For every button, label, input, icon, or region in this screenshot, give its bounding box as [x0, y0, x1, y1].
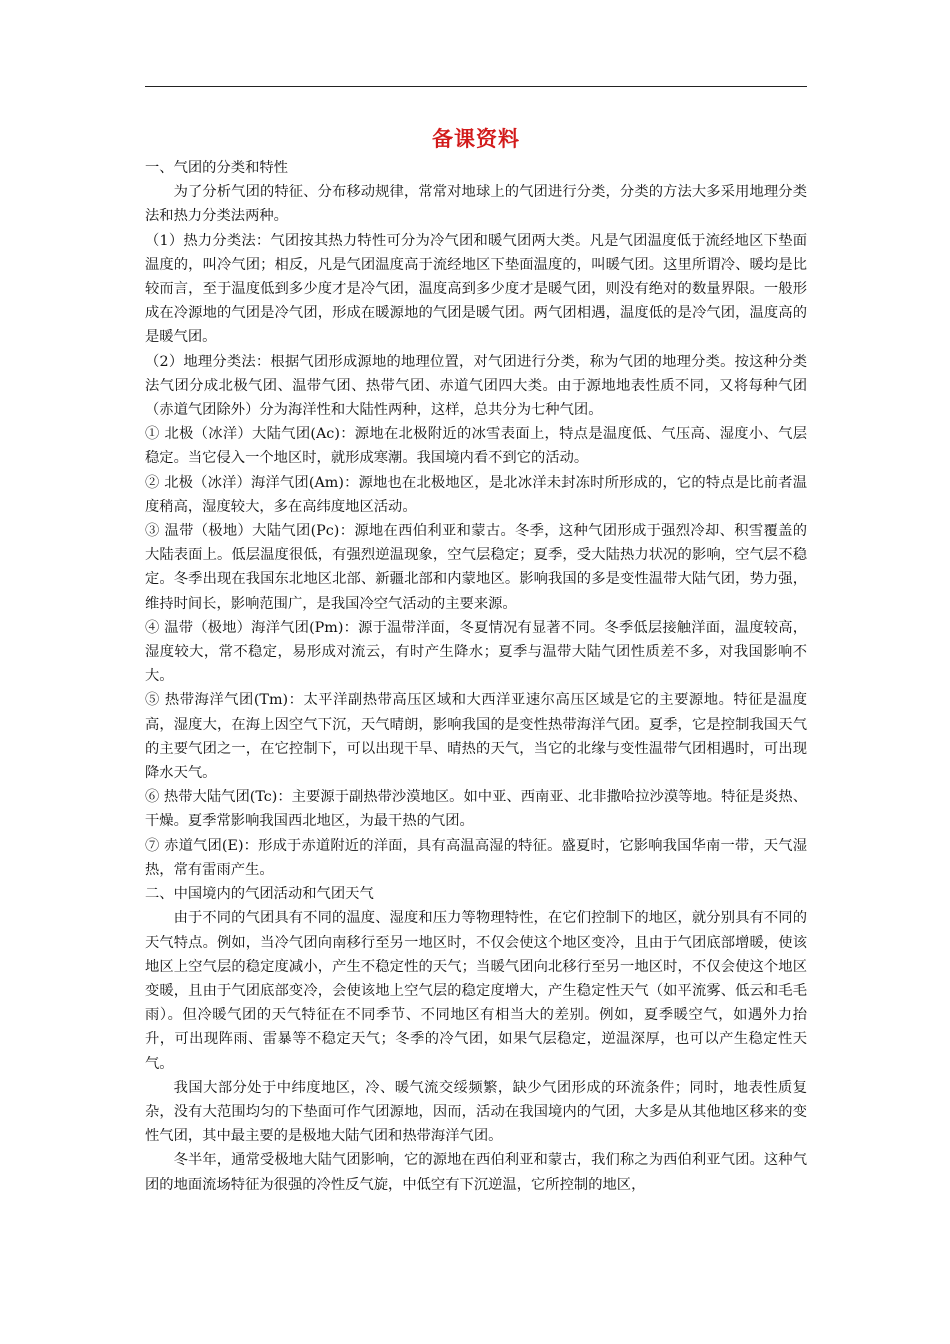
document-page	[145, 0, 807, 1344]
paragraph: ① 北极（冰洋）大陆气团(Ac)：源地在北极附近的冰雪表面上，特点是温度低、气压高、湿度小、气层稳定。当它侵入一个地区时，就形成寒潮。我国境内看不到它的活动。	[145, 426, 807, 467]
paragraph: 我国大部分处于中纬度地区，冷、暖气流交绥频繁，缺少气团形成的环流条件；同时，地表性质复杂，没有大范围均匀的下垫面可作气团源地，因而，活动在我国境内的气团，大多是从其他地区移来的变性气团，其中最主要的是极地大陆气团和热带海洋气团。	[145, 1079, 807, 1145]
paragraph: 为了分析气团的特征、分布移动规律，常常对地球上的气团进行分类，分类的方法大多采用地理分类法和热力分类法两种。	[145, 184, 807, 225]
paragraph: ⑥ 热带大陆气团(Tc)：主要源于副热带沙漠地区。如中亚、西南亚、北非撒哈拉沙漠等地。特征是炎热、干燥。夏季常影响我国西北地区，为最干热的气团。	[145, 789, 807, 830]
document-title: 备课资料	[432, 126, 520, 151]
paragraph: ② 北极（冰洋）海洋气团(Am)：源地也在北极地区，是北冰洋未封冻时所形成的，它的特点是比前者温度稍高，湿度较大，多在高纬度地区活动。	[145, 474, 807, 515]
paragraph: ⑤ 热带海洋气团(Tm)：太平洋副热带高压区域和大西洋亚速尔高压区域是它的主要源地。特征是温度高，湿度大，在海上因空气下沉，天气晴朗，影响我国的是变性热带海洋气团。夏季，它是控制我国天气的主要气团之一，在它控制下，可以出现干旱、晴热的天气，当它的北缘与变性温带气团相遇时，可出现降水天气。	[145, 692, 807, 782]
paragraph: ④ 温带（极地）海洋气团(Pm)：源于温带洋面，冬夏情况有显著不同。冬季低层接触洋面，温度较高，湿度较大，常不稳定，易形成对流云，有时产生降水；夏季与温带大陆气团性质差不多，对我国影响不大。	[145, 619, 807, 685]
paragraph: （1）热力分类法：气团按其热力特性可分为冷气团和暖气团两大类。凡是气团温度低于流经地区下垫面温度的，叫冷气团；相反，凡是气团温度高于流经地区下垫面温度的，叫暖气团。这里所谓冷、暖均是比较而言，至于温度低到多少度才是冷气团，温度高到多少度才是暖气团，则没有绝对的数量界限。一般形成在冷源地的气团是冷气团，形成在暖源地的气团是暖气团。两气团相遇，温度低的是冷气团，温度高的是暖气团。	[145, 232, 807, 346]
paragraph: 二、中国境内的气团活动和气团天气	[145, 886, 374, 903]
header-rule	[145, 86, 807, 87]
paragraph: ⑦ 赤道气团(E)：形成于赤道附近的洋面，具有高温高湿的特征。盛夏时，它影响我国华南一带，天气湿热，常有雷雨产生。	[145, 837, 807, 878]
paragraph: 冬半年，通常受极地大陆气团影响，它的源地在西伯利亚和蒙古，我们称之为西伯利亚气团。这种气团的地面流场特征为很强的冷性反气旋，中低空有下沉逆温，它所控制的地区，	[145, 1152, 807, 1193]
paragraph: 一、气团的分类和特性	[145, 160, 288, 176]
document-body	[145, 124, 807, 1197]
paragraph: 由于不同的气团具有不同的温度、湿度和压力等物理特性，在它们控制下的地区，就分别具有不同的天气特点。例如，当冷气团向南移行至另一地区时，不仅会使这个地区变冷，且由于气团底部增暖，使该地区上空气层的稳定度减小，产生不稳定性的天气；当暖气团向北移行至另一地区时，不仅会使这个地区变暖，且由于气团底部变冷，会使该地上空气层的稳定度增大，产生稳定性天气（如平流雾、低云和毛毛雨）。但冷暖气团的天气特征在不同季节、不同地区有相当大的差别。例如，夏季暖空气，如遇外力抬升，可出现阵雨、雷暴等不稳定天气；冬季的冷气团，如果气层稳定，逆温深厚，也可以产生稳定性天气。	[145, 910, 807, 1072]
paragraph: ③ 温带（极地）大陆气团(Pc)：源地在西伯利亚和蒙古。冬季，这种气团形成于强烈冷却、积雪覆盖的大陆表面上。低层温度很低，有强烈逆温现象，空气层稳定；夏季，受大陆热力状况的影响，空气层不稳定。冬季出现在我国东北地区北部、新疆北部和内蒙地区。影响我国的多是变性温带大陆气团，势力强，维持时间长，影响范围广，是我国冷空气活动的主要来源。	[145, 523, 807, 612]
paragraph: （2）地理分类法：根据气团形成源地的地理位置，对气团进行分类，称为气团的地理分类。按这种分类法气团分成北极气团、温带气团、热带气团、赤道气团四大类。由于源地地表性质不同，又将每种气团（赤道气团除外）分为海洋性和大陆性两种，这样，总共分为七种气团。	[145, 353, 807, 419]
paragraph-list	[145, 156, 807, 1197]
